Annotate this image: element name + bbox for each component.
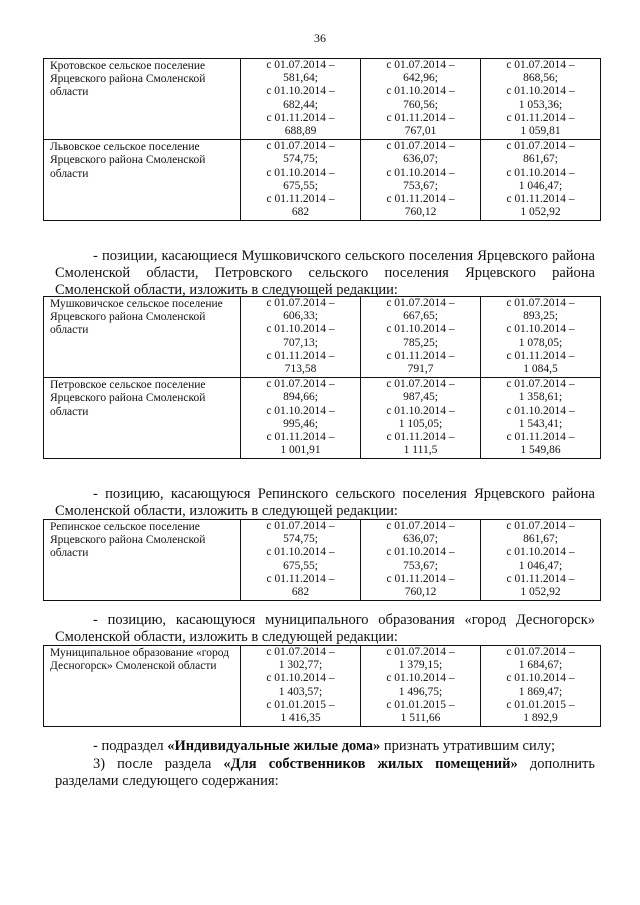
- tariff-value: 1 403,57;: [278, 685, 323, 698]
- tariff-date: с 01.10.2014 –: [266, 323, 335, 336]
- tariff-date: с 01.11.2014 –: [266, 193, 335, 206]
- paragraph-before: 3) после раздела: [93, 756, 224, 772]
- tariff-date: с 01.11.2014 –: [386, 349, 455, 362]
- tariff-cell: [361, 59, 481, 140]
- tariff-value: 707,13;: [283, 336, 318, 349]
- tariff-value: 1 046,47;: [518, 179, 563, 192]
- paragraph-before: - подраздел: [93, 738, 168, 754]
- tariff-value: 1 111,5: [403, 444, 438, 457]
- tariff-cell: [241, 59, 361, 140]
- tariff-value: 682,44;: [283, 98, 318, 111]
- tariff-date: с 01.11.2014 –: [506, 431, 575, 444]
- tariff-cell: [361, 378, 481, 459]
- paragraph-bold: «Индивидуальные жилые дома»: [167, 738, 381, 754]
- settlement-name: Мушковичское сельское поселение Ярцевского района Смоленской области: [44, 297, 241, 378]
- tariff-value: 760,12: [404, 206, 437, 219]
- paragraph-add-sections: [55, 756, 595, 790]
- tariff-date: с 01.10.2014 –: [506, 404, 575, 417]
- tariff-value: 1 052,92: [520, 206, 561, 219]
- tariff-date: с 01.10.2014 –: [506, 166, 575, 179]
- paragraph-individual-houses: [55, 738, 595, 755]
- tariff-date: с 01.10.2014 –: [386, 166, 455, 179]
- table-row: [44, 646, 601, 727]
- tariff-value: 1 059,81: [520, 125, 561, 138]
- tariff-cell: [361, 520, 481, 601]
- tariff-date: с 01.07.2014 –: [506, 520, 575, 532]
- tariff-date: с 01.11.2014 –: [266, 349, 335, 362]
- paragraph-repino: [55, 486, 595, 520]
- tariff-value: 760,12: [404, 586, 437, 599]
- tariff-cell: [241, 297, 361, 378]
- settlement-name: Петровское сельское поселение Ярцевского района Смоленской области: [44, 378, 241, 459]
- tariff-value: 713,58: [284, 363, 317, 376]
- tariff-date: с 01.11.2014 –: [506, 193, 575, 206]
- tariff-value: 1 684,67;: [518, 659, 563, 672]
- tariff-date: с 01.07.2014 –: [386, 59, 455, 71]
- tariff-cell: [481, 520, 601, 601]
- tariff-cell: [361, 297, 481, 378]
- tariff-value: 581,64;: [283, 72, 318, 85]
- tariff-value: 675,55;: [283, 179, 318, 192]
- tariff-value: 1 078,05;: [518, 336, 563, 349]
- tariff-date: с 01.10.2014 –: [386, 323, 455, 336]
- tariff-date: с 01.10.2014 –: [506, 85, 575, 98]
- tariff-cell: [481, 59, 601, 140]
- tariff-value: 1 105,05;: [398, 417, 443, 430]
- tariff-date: с 01.11.2014 –: [266, 572, 335, 585]
- tariff-table-1: [43, 58, 601, 221]
- tariff-date: с 01.11.2014 –: [386, 193, 455, 206]
- tariff-value: 1 084,5: [523, 363, 558, 376]
- tariff-date: с 01.07.2014 –: [266, 297, 335, 309]
- tariff-date: с 01.10.2014 –: [386, 546, 455, 559]
- tariff-value: 1 379,15;: [398, 659, 443, 672]
- tariff-value: 760,56;: [403, 98, 438, 111]
- tariff-date: с 01.11.2014 –: [506, 572, 575, 585]
- tariff-cell: [241, 378, 361, 459]
- tariff-date: с 01.07.2014 –: [266, 646, 335, 658]
- tariff-value: 682: [291, 586, 310, 599]
- tariff-cell: [241, 140, 361, 221]
- paragraph-bold: «Для собственников жилых помещений»: [223, 756, 518, 772]
- tariff-value: 574,75;: [283, 153, 318, 166]
- tariff-value: 1 496,75;: [398, 685, 443, 698]
- tariff-cell: [481, 378, 601, 459]
- tariff-date: с 01.10.2014 –: [506, 546, 575, 559]
- tariff-date: с 01.01.2015 –: [386, 698, 455, 711]
- tariff-date: с 01.10.2014 –: [386, 404, 455, 417]
- tariff-date: с 01.10.2014 –: [266, 404, 335, 417]
- tariff-date: с 01.01.2015 –: [506, 698, 575, 711]
- tariff-value: 1 869,47;: [518, 685, 563, 698]
- tariff-value: 1 358,61;: [518, 391, 563, 404]
- paragraph-text: - позицию, касающуюся Репинского сельского поселения Ярцевского района Смоленской области, изложить в следующей редакции:: [55, 486, 595, 519]
- tariff-table-4: [43, 645, 601, 727]
- tariff-value: 667,65;: [403, 310, 438, 323]
- tariff-date: с 01.07.2014 –: [386, 297, 455, 309]
- table-row: [44, 378, 601, 459]
- settlement-name: Муниципальное образование «город Десногорск» Смоленской области: [44, 646, 241, 727]
- tariff-value: 894,66;: [283, 391, 318, 404]
- tariff-date: с 01.07.2014 –: [386, 646, 455, 658]
- tariff-value: 861,67;: [523, 533, 558, 546]
- tariff-date: с 01.11.2014 –: [266, 431, 335, 444]
- table-row: [44, 59, 601, 140]
- table-row: [44, 297, 601, 378]
- tariff-date: с 01.11.2014 –: [386, 431, 455, 444]
- tariff-value: 753,67;: [403, 179, 438, 192]
- tariff-date: с 01.07.2014 –: [266, 59, 335, 71]
- paragraph-text: - позицию, касающуюся муниципального образования «город Десногорск» Смоленской области, изложить в следующей редакции:: [55, 612, 595, 645]
- tariff-date: с 01.10.2014 –: [386, 85, 455, 98]
- tariff-date: с 01.11.2014 –: [266, 111, 335, 124]
- tariff-cell: [241, 520, 361, 601]
- tariff-value: 1 416,35: [280, 712, 321, 725]
- tariff-date: с 01.07.2014 –: [506, 378, 575, 391]
- tariff-value: 1 892,9: [523, 712, 558, 725]
- tariff-value: 1 053,36;: [518, 98, 563, 111]
- page-number: 36: [314, 31, 326, 45]
- tariff-value: 574,75;: [283, 533, 318, 546]
- tariff-date: с 01.07.2014 –: [386, 378, 455, 391]
- paragraph-after: признать утратившим силу;: [380, 738, 556, 754]
- tariff-cell: [481, 140, 601, 221]
- tariff-cell: [241, 646, 361, 727]
- tariff-value: 1 543,41;: [518, 417, 563, 430]
- tariff-value: 682: [291, 206, 310, 219]
- tariff-date: с 01.01.2015 –: [266, 698, 335, 711]
- tariff-date: с 01.10.2014 –: [266, 85, 335, 98]
- tariff-date: с 01.07.2014 –: [506, 297, 575, 309]
- table-row: [44, 520, 601, 601]
- tariff-table-2: [43, 296, 601, 459]
- paragraph-desnogorsk: [55, 612, 595, 646]
- tariff-value: 995,46;: [283, 417, 318, 430]
- settlement-name: Львовское сельское поселение Ярцевского района Смоленской области: [44, 140, 241, 221]
- tariff-cell: [481, 646, 601, 727]
- tariff-cell: [361, 646, 481, 727]
- tariff-date: с 01.10.2014 –: [386, 672, 455, 685]
- tariff-date: с 01.10.2014 –: [266, 672, 335, 685]
- tariff-date: с 01.07.2014 –: [506, 59, 575, 71]
- paragraph-text: - позиции, касающиеся Мушковичского сельского поселения Ярцевского района Смоленской области, Петровского сельского поселения Ярцевского района Смоленской области, изложить в следующей редакции:: [55, 248, 595, 298]
- tariff-date: с 01.07.2014 –: [266, 378, 335, 391]
- tariff-value: 753,67;: [403, 559, 438, 572]
- settlement-name: Кротовское сельское поселение Ярцевского района Смоленской области: [44, 59, 241, 140]
- tariff-cell: [361, 140, 481, 221]
- tariff-date: с 01.07.2014 –: [386, 520, 455, 532]
- tariff-value: 785,25;: [403, 336, 438, 349]
- paragraph-musckovichi-petrovskoe: [55, 248, 595, 299]
- tariff-date: с 01.11.2014 –: [386, 111, 455, 124]
- tariff-value: 636,07;: [403, 533, 438, 546]
- tariff-value: 868,56;: [523, 72, 558, 85]
- tariff-date: с 01.07.2014 –: [386, 140, 455, 153]
- tariff-value: 1 052,92: [520, 586, 561, 599]
- tariff-date: с 01.10.2014 –: [506, 672, 575, 685]
- tariff-date: с 01.11.2014 –: [506, 349, 575, 362]
- tariff-date: с 01.07.2014 –: [266, 520, 335, 532]
- tariff-value: 688,89: [284, 125, 317, 138]
- tariff-value: 1 302,77;: [278, 659, 323, 672]
- tariff-value: 1 046,47;: [518, 559, 563, 572]
- tariff-value: 675,55;: [283, 559, 318, 572]
- tariff-value: 1 001,91: [280, 444, 321, 457]
- tariff-value: 606,33;: [283, 310, 318, 323]
- tariff-value: 861,67;: [523, 153, 558, 166]
- tariff-table-3: [43, 519, 601, 601]
- tariff-date: с 01.10.2014 –: [266, 546, 335, 559]
- tariff-cell: [481, 297, 601, 378]
- tariff-date: с 01.11.2014 –: [506, 111, 575, 124]
- tariff-date: с 01.10.2014 –: [506, 323, 575, 336]
- tariff-value: 642,96;: [403, 72, 438, 85]
- tariff-value: 791,7: [407, 363, 434, 376]
- tariff-date: с 01.07.2014 –: [266, 140, 335, 153]
- tariff-value: 1 549,86: [520, 444, 561, 457]
- tariff-value: 893,25;: [523, 310, 558, 323]
- tariff-date: с 01.10.2014 –: [266, 166, 335, 179]
- table-row: [44, 140, 601, 221]
- tariff-date: с 01.07.2014 –: [506, 140, 575, 153]
- tariff-date: с 01.07.2014 –: [506, 646, 575, 658]
- tariff-date: с 01.11.2014 –: [386, 572, 455, 585]
- tariff-value: 636,07;: [403, 153, 438, 166]
- tariff-value: 987,45;: [403, 391, 438, 404]
- tariff-value: 1 511,66: [400, 712, 441, 725]
- tariff-value: 767,01: [404, 125, 437, 138]
- settlement-name: Репинское сельское поселение Ярцевского района Смоленской области: [44, 520, 241, 601]
- paragraph-after: дополнить разделами следующего содержания:: [55, 756, 595, 789]
